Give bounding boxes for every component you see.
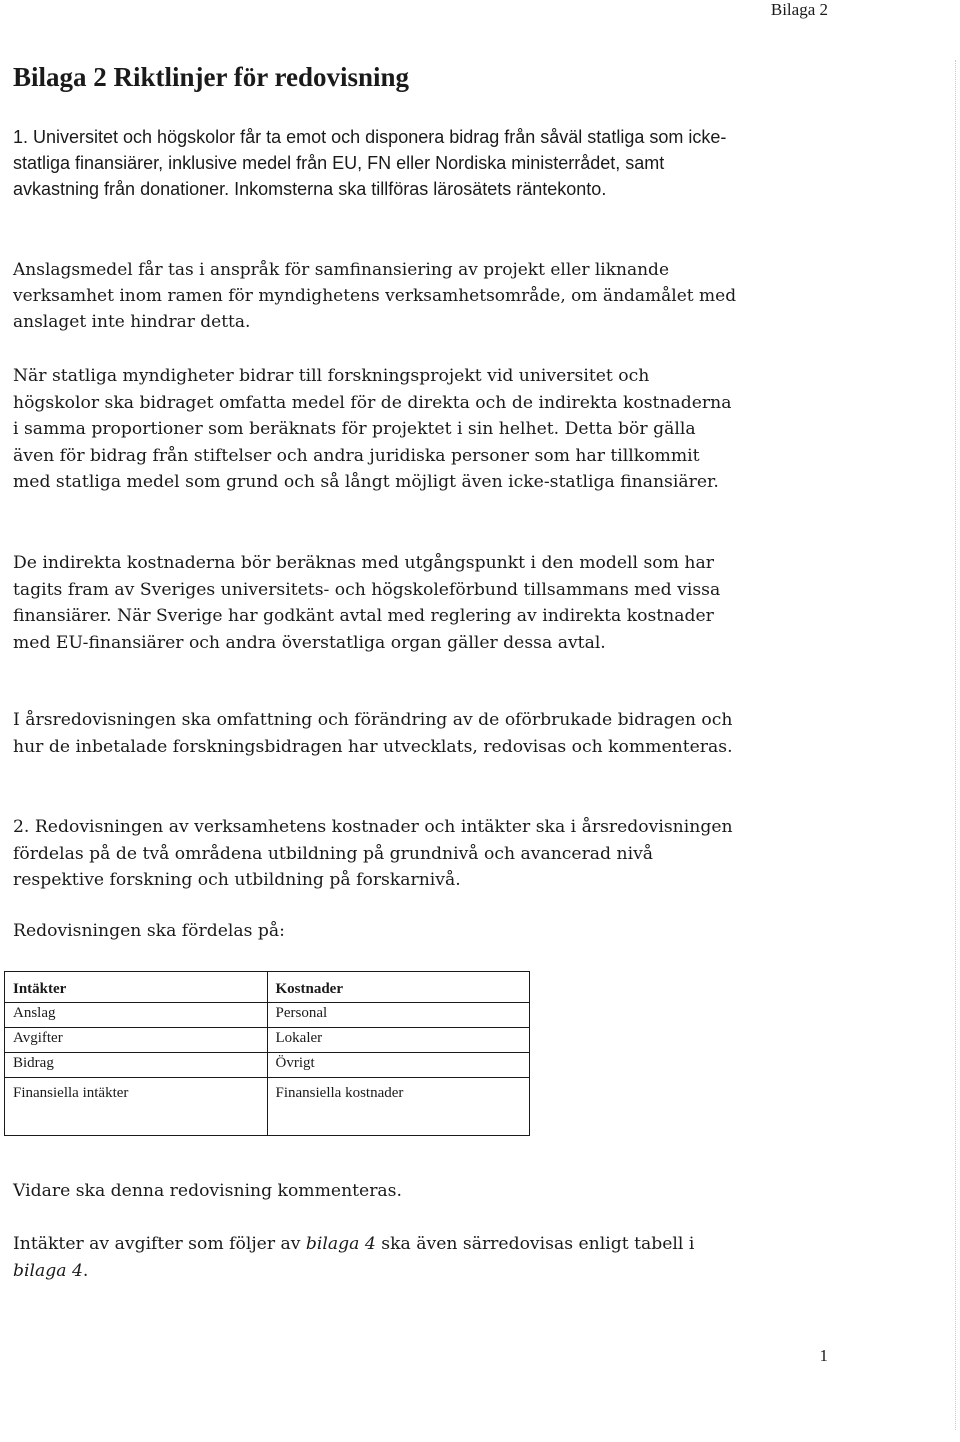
appendix-reference: bilaga 4 [305,1234,376,1254]
table-cell: Anslag [5,1003,268,1028]
table-row [5,1003,530,1028]
table-cell: Övrigt [267,1053,530,1078]
revenue-cost-table [4,971,530,1136]
table-cell: Finansiella intäkter [5,1078,268,1136]
paragraph-9 [13,1231,748,1284]
paragraph-2: Anslagsmedel får tas i anspråk för samfinansiering av projekt eller liknande verksamhet inom ramen för myndighetens verksamhetsområde, om ändamålet med anslaget inte hindrar detta. [13,260,737,332]
table-header-row [5,972,530,1003]
paragraph-5: I årsredovisningen ska omfattning och förändring av de oförbrukade bidragen och hur de inbetalade forskningsbidragen har utvecklats, redovisas och kommenteras. [13,710,733,757]
scan-edge-marks [953,60,956,1430]
table-cell: Personal [267,1003,530,1028]
document-title: Bilaga 2 Riktlinjer för redovisning [13,62,410,92]
paragraph-7: Redovisningen ska fördelas på: [13,921,285,941]
table-cell: Avgifter [5,1028,268,1053]
table-header-cell: Kostnader [267,972,530,1003]
paragraph-9-text: ska även särredovisas enligt tabell i [375,1234,695,1254]
table-row [5,1078,530,1136]
table-row [5,1053,530,1078]
paragraph-9-text: Intäkter av avgifter som följer av [13,1234,306,1254]
page-number: 1 [819,1346,828,1365]
paragraph-3: När statliga myndigheter bidrar till forskningsprojekt vid universitet och högskolor ska bidraget omfatta medel för de direkta och de indirekta kostnaderna i samma proportioner som beräknats för projektet i sin helhet. Detta bör gälla även för bidrag från stiftelser och andra juridiska personer som har tillkommit med statliga medel som grund och så långt möjligt även icke-statliga finansiärer. [13,366,732,492]
paragraph-8: Vidare ska denna redovisning kommenteras. [13,1181,402,1201]
table-row [5,1028,530,1053]
paragraph-6: 2. Redovisningen av verksamhetens kostnader och intäkter ska i årsredovisningen fördelas på de två områdena utbildning på grundnivå och avancerad nivå respektive forskning och utbildning på forskarnivå. [13,817,733,890]
page-header-label: Bilaga 2 [770,0,828,19]
appendix-reference: bilaga 4 [13,1260,83,1281]
table-cell: Finansiella kostnader [267,1078,530,1136]
table-header-cell: Intäkter [5,972,268,1003]
table-cell: Lokaler [267,1028,530,1053]
paragraph-4: De indirekta kostnaderna bör beräknas med utgångspunkt i den modell som har tagits fram av Sveriges universitets- och högskoleförbund tillsammans med vissa finansiärer. När Sverige har godkänt avtal med reglering av indirekta kostnader med EU-finansiärer och andra överstatliga organ gäller dessa avtal. [13,553,721,653]
paragraph-9-text: . [82,1260,89,1281]
table-cell: Bidrag [5,1053,268,1078]
paragraph-1: 1. Universitet och högskolor får ta emot och disponera bidrag från såväl statliga som icke-statliga finansiärer, inklusive medel från EU, FN eller Nordiska ministerrådet, samt avkastning från donationer. Inkomsterna ska tillföras lärosätets räntekonto. [13,127,727,199]
